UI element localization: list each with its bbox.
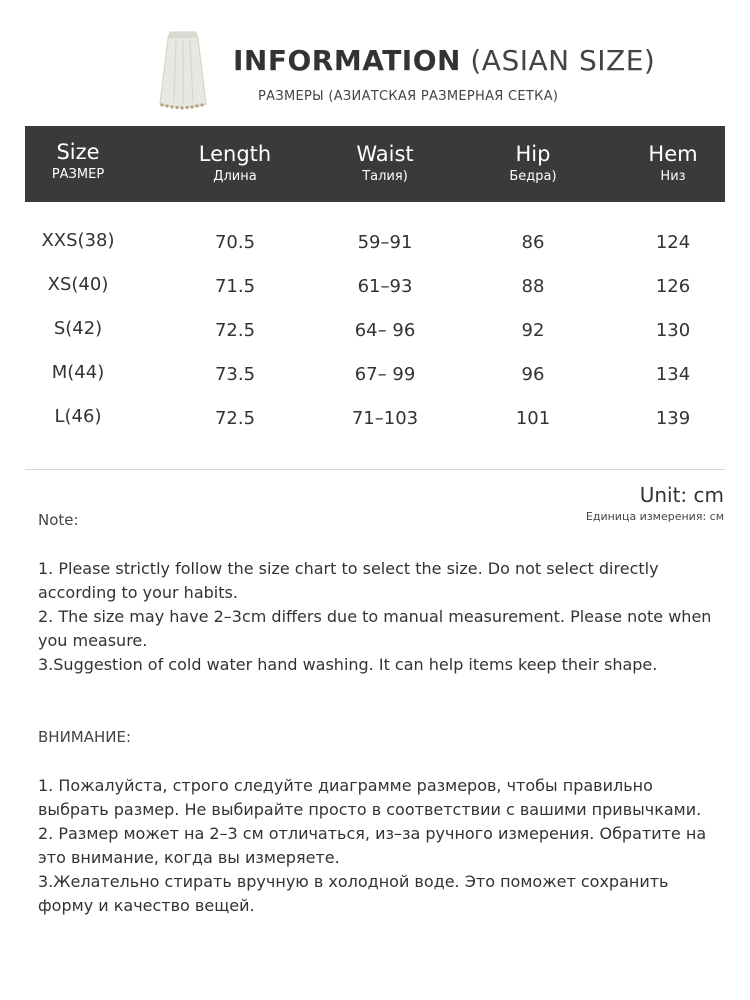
column-waist	[315, 126, 455, 202]
cell-hem: 126	[655, 276, 691, 297]
page-header	[0, 0, 750, 120]
size-table-header	[25, 126, 725, 202]
cell-hem: 134	[655, 364, 691, 385]
section-divider	[25, 469, 725, 470]
cell-length: 71.5	[214, 276, 256, 297]
cell-length: 73.5	[214, 364, 256, 385]
title-light: (ASIAN SIZE)	[470, 44, 656, 77]
page-subtitle: РАЗМЕРЫ (АЗИАТСКАЯ РАЗМЕРНАЯ СЕТКА)	[258, 89, 559, 104]
skirt-image	[156, 30, 210, 110]
note-item-ru: 1. Пожалуйста, строго следуйте диаграмме размеров, чтобы правильно выбрать размер. Не выбирайте просто в соответствии с вашими привычками.	[38, 776, 702, 819]
cell-hip: 86	[521, 232, 545, 253]
note-item-ru: 2. Размер может на 2–3 см отличаться, из–за ручного измерения. Обратите на это внимание, когда вы измеряете.	[38, 824, 707, 867]
cell-hip: 101	[515, 408, 551, 429]
note-item: 3.Suggestion of cold water hand washing. It can help items keep their shape.	[38, 655, 658, 674]
page-title	[233, 44, 655, 77]
cell-size: XXS(38)	[41, 230, 115, 251]
cell-waist: 71–103	[351, 408, 419, 429]
column-hip	[465, 126, 601, 202]
cell-size: XS(40)	[47, 274, 109, 295]
cell-size: M(44)	[51, 362, 105, 383]
column-hip-label-ru: Бедра)	[509, 169, 557, 184]
column-size-label: Size	[56, 140, 100, 164]
column-hem-label-ru: Низ	[660, 169, 686, 184]
unit-label-ru: Единица измерения: см	[585, 510, 724, 523]
cell-waist: 61–93	[357, 276, 413, 297]
column-size	[25, 126, 131, 202]
cell-length: 72.5	[214, 408, 256, 429]
cell-hem: 139	[655, 408, 691, 429]
column-length-label: Length	[198, 142, 272, 166]
cell-size: L(46)	[54, 406, 102, 427]
table-row	[25, 310, 725, 354]
cell-size: S(42)	[53, 318, 103, 339]
cell-waist: 67– 99	[354, 364, 416, 385]
notes-russian	[38, 774, 728, 918]
table-row	[25, 354, 725, 398]
column-size-label-ru: РАЗМЕР	[51, 167, 105, 182]
table-row	[25, 266, 725, 310]
note-heading: Note:	[38, 511, 79, 529]
cell-length: 70.5	[214, 232, 256, 253]
note-heading-ru: ВНИМАНИЕ:	[38, 728, 132, 746]
note-item-ru: 3.Желательно стирать вручную в холодной воде. Это поможет сохранить форму и качество вещей.	[38, 872, 669, 915]
cell-length: 72.5	[214, 320, 256, 341]
unit-label: Unit: cm	[639, 483, 724, 507]
cell-hip: 92	[521, 320, 545, 341]
cell-hip: 96	[521, 364, 545, 385]
cell-waist: 64– 96	[354, 320, 416, 341]
cell-hem: 130	[655, 320, 691, 341]
cell-waist: 59–91	[357, 232, 413, 253]
note-item: 2. The size may have 2–3cm differs due to manual measurement. Please note when you measure.	[38, 607, 712, 650]
cell-hem: 124	[655, 232, 691, 253]
column-hip-label: Hip	[515, 142, 551, 166]
title-bold: INFORMATION	[233, 44, 461, 77]
column-hem	[605, 126, 741, 202]
note-item: 1. Please strictly follow the size chart to select the size. Do not select directly according to your habits.	[38, 559, 659, 602]
table-row	[25, 398, 725, 442]
column-hem-label: Hem	[648, 142, 698, 166]
cell-hip: 88	[521, 276, 545, 297]
column-waist-label: Waist	[356, 142, 414, 166]
size-table-body	[25, 222, 725, 442]
column-length	[165, 126, 305, 202]
column-waist-label-ru: Талия)	[362, 169, 408, 184]
column-length-label-ru: Длина	[213, 169, 257, 184]
notes-english	[38, 557, 718, 677]
table-row	[25, 222, 725, 266]
